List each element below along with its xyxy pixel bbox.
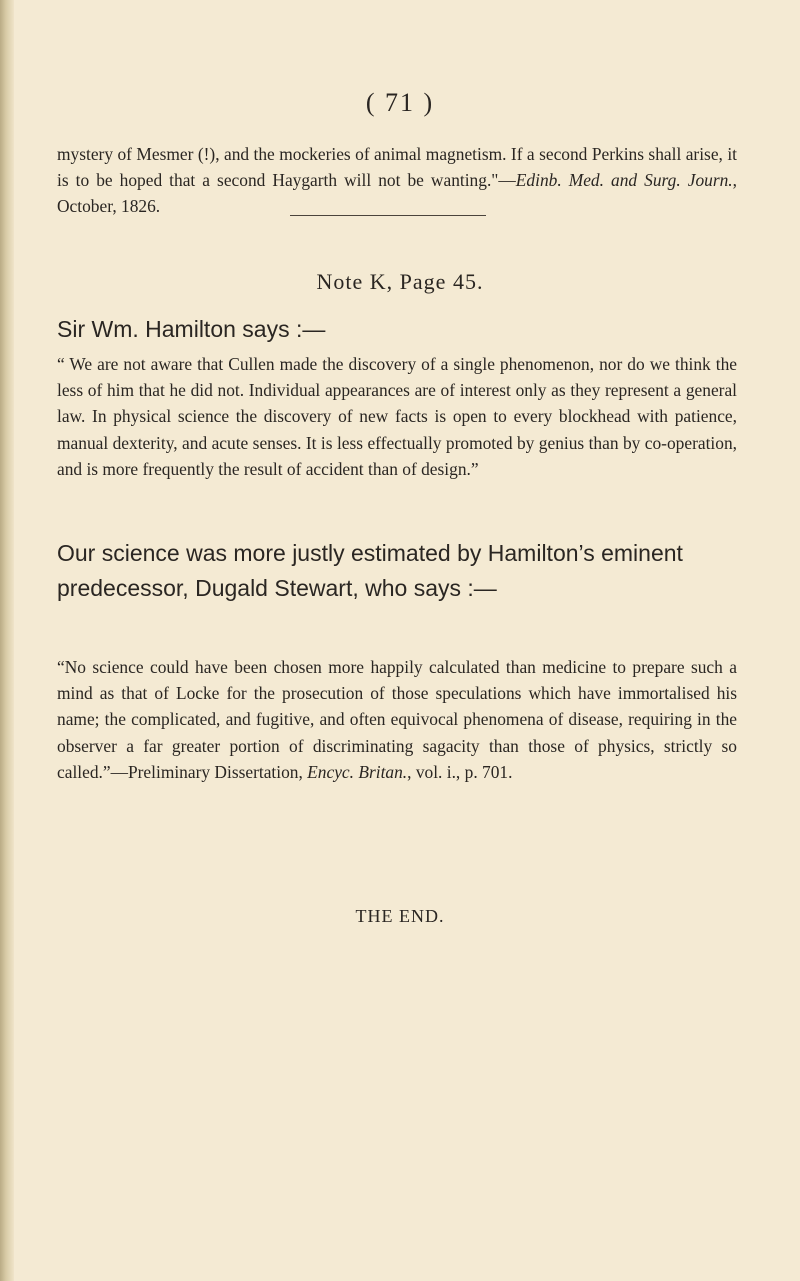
stewart-citation: , vol. i., p. 701. bbox=[407, 761, 513, 782]
opening-date: , October, 1826. bbox=[57, 170, 737, 217]
hamilton-quote: “ We are not aware that Cullen made the discovery of a single phenomenon, nor do we think the less of him that he did not. Individual appearances are of interest only as they represent a general law. In physical science the discovery of new facts is open to every blockhead with patience, manual dexterity, and acute senses. It is less effectually promoted by genius than by co-operation, and is more frequently the result of accident than of design.” bbox=[57, 354, 737, 479]
stewart-quote-block bbox=[57, 654, 737, 785]
hamilton-intro: Sir Wm. Hamilton says :— bbox=[57, 316, 326, 342]
opening-journal: Edinb. Med. and Surg. Journ. bbox=[515, 170, 733, 191]
page-binding-edge bbox=[0, 0, 14, 1281]
opening-text: mystery of Mesmer (!), and the mockeries of animal magnetism. If a second Perkins shall arise, it is to be hoped that a second Haygarth will not be wanting."— bbox=[57, 144, 737, 191]
stewart-intro: Our science was more justly estimated by Hamilton’s eminent predecessor, Dugald Stewart, who says :— bbox=[57, 540, 683, 601]
page-number: ( 71 ) bbox=[365, 88, 435, 117]
stewart-quote: “No science could have been chosen more happily calculated than medicine to prepare such a mind as that of Locke for the prosecution of those speculations which have immortalised his name; the complicated, and fugitive, and often equivocal phenomena of disease, requiring in the observer a far greater portion of discriminating sagacity than those of physics, strictly so called.”—Preliminary Dissertation, bbox=[57, 657, 737, 782]
stewart-source: Encyc. Britan. bbox=[307, 761, 408, 782]
note-heading: Note K, Page 45. bbox=[316, 269, 484, 294]
hamilton-quote-block bbox=[57, 351, 737, 482]
the-end: THE END. bbox=[355, 906, 445, 926]
section-divider bbox=[290, 215, 486, 216]
opening-paragraph bbox=[57, 141, 737, 220]
